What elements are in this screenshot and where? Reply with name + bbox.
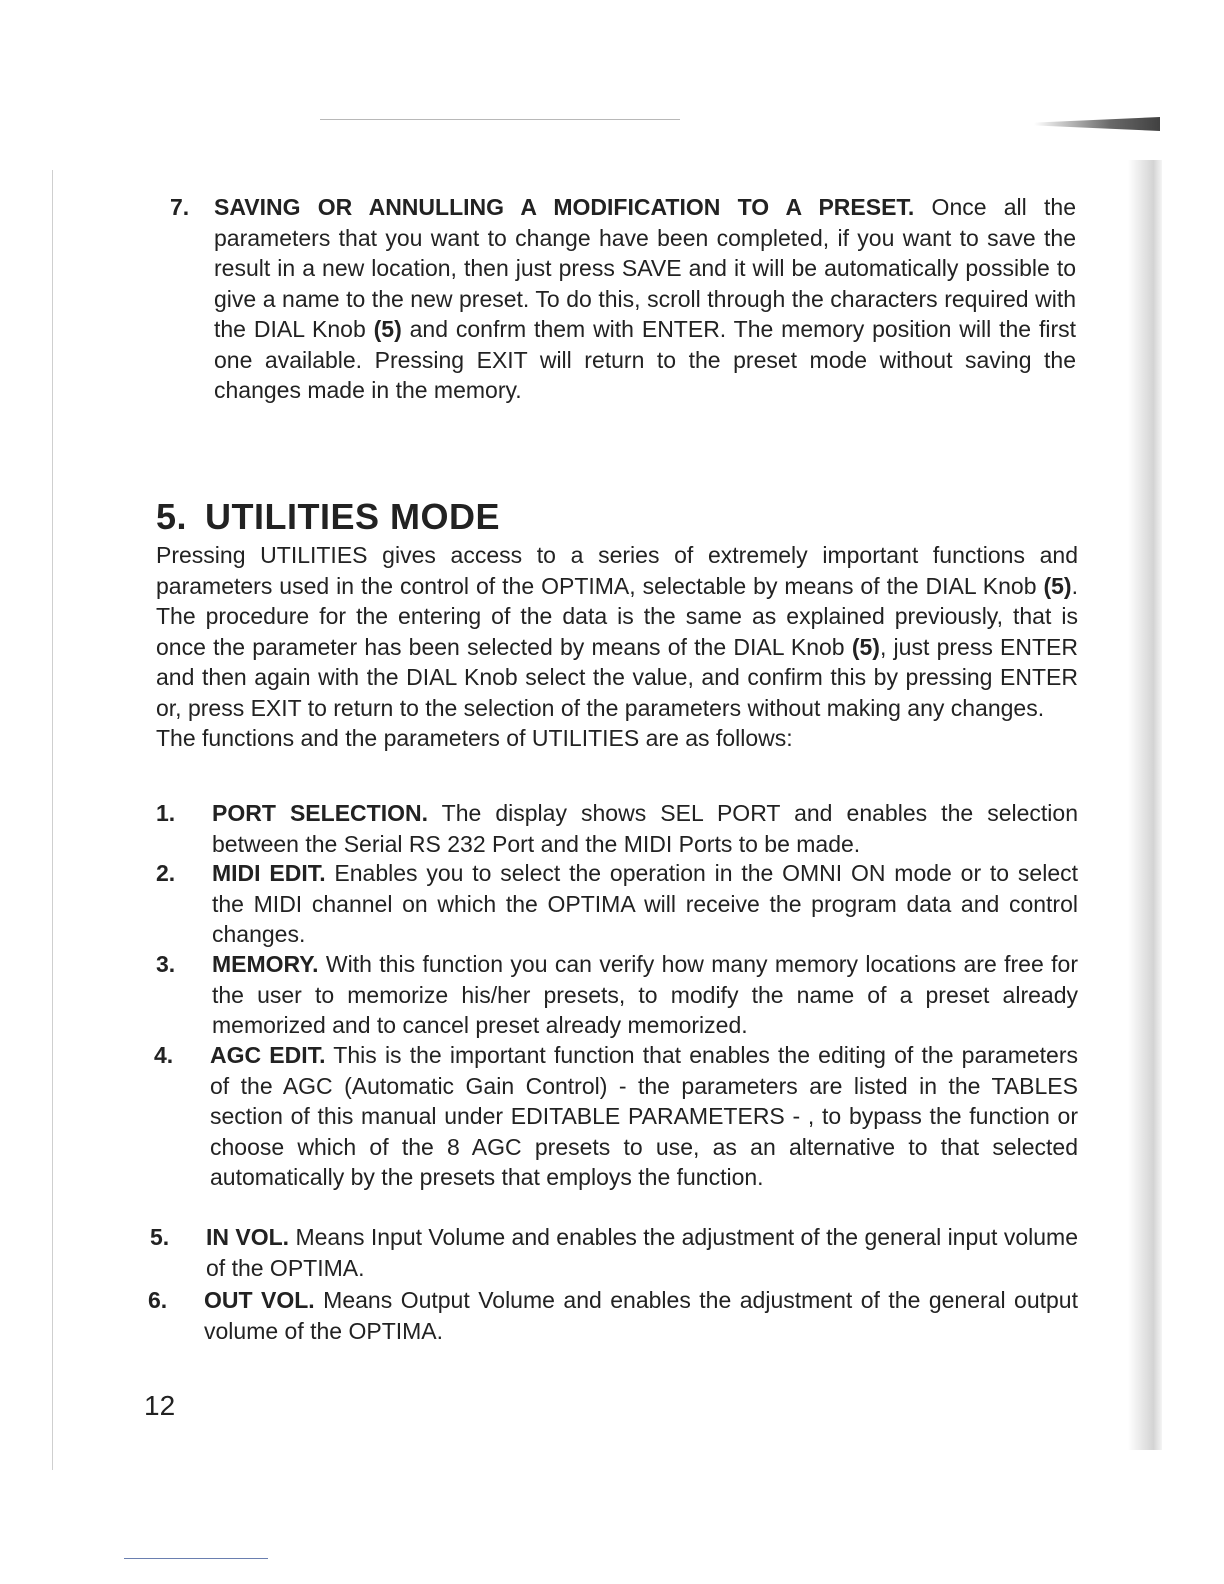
scan-artifact-top-line: [320, 119, 680, 120]
item-title: SAVING OR ANNULLING A MODIFICATION TO A PRESET.: [214, 194, 915, 220]
item-title: AGC EDIT.: [210, 1042, 326, 1068]
scan-artifact-corner: [1034, 117, 1160, 131]
item-body: [206, 1222, 1078, 1283]
knob-ref: (5): [373, 316, 402, 342]
item-number: 6.: [148, 1287, 168, 1313]
utilities-intro: [156, 540, 1078, 754]
preset-item-7: [170, 192, 1076, 406]
utility-item-4: [154, 1040, 1078, 1193]
item-number: 3.: [156, 951, 176, 977]
utility-item-2: [156, 858, 1078, 950]
section-number: 5.: [156, 496, 188, 537]
item-body: [210, 1040, 1078, 1193]
item-text: Once all the parameters that you want to change have been completed, if you want to save the result in a new location, then just press SAVE and it will be automatically possible to give a name to the new preset. To do this, scroll through the characters required with the DIAL Knob: [214, 194, 1076, 342]
item-text-cont: and confrm them with ENTER. The memory position will the first one available. Pressing EXIT will return to the preset mode without saving the changes made in the memory.: [214, 316, 1076, 403]
utility-item-5: [150, 1222, 1078, 1283]
item-number: 1.: [156, 800, 176, 826]
item-text: Means Input Volume and enables the adjustment of the general input volume of the OPTIMA.: [206, 1224, 1078, 1281]
item-number: 4.: [154, 1042, 174, 1068]
item-body: [212, 858, 1078, 950]
item-text: Enables you to select the operation in the OMNI ON mode or to select the MIDI channel on which the OPTIMA will receive the program data and control changes.: [212, 860, 1078, 947]
knob-ref: (5): [851, 633, 880, 660]
item-text: The display shows SEL PORT and enables the selection between the Serial RS 232 Port and the MIDI Ports to be made.: [212, 800, 1079, 857]
item-text: Means Output Volume and enables the adjustment of the general output volume of the OPTIMA.: [204, 1287, 1078, 1344]
item-title: MIDI EDIT.: [212, 860, 326, 886]
page-number: 12: [144, 1390, 176, 1421]
intro-follows: The functions and the parameters of UTILITIES are as follows:: [156, 725, 793, 751]
section-title: [156, 496, 500, 538]
item-title: OUT VOL.: [204, 1287, 315, 1313]
item-number: 2.: [156, 860, 176, 886]
item-text: With this function you can verify how many memory locations are free for the user to memorize his/her presets, to modify the name of a preset already memorized and to cancel preset already memorized.: [212, 951, 1078, 1038]
item-title: PORT SELECTION.: [212, 800, 428, 826]
item-body: [212, 949, 1078, 1041]
scan-artifact-spine-shadow: [1128, 160, 1162, 1450]
utility-item-1: [156, 798, 1078, 859]
item-body: [204, 1285, 1078, 1346]
intro-paragraph: [156, 540, 1078, 723]
intro-text-3: , just press ENTER and then again with the DIAL Knob select the value, and confirm this by pressing ENTER or, press EXIT to return to the selection of the parameters without making any changes.: [156, 633, 1078, 721]
scan-artifact-bottom-line: [124, 1558, 268, 1559]
item-body: [214, 192, 1076, 406]
item-body: [212, 798, 1078, 859]
knob-ref: (5): [1043, 572, 1072, 599]
item-text: This is the important function that enables the editing of the parameters of the AGC (Automatic Gain Control) - the parameters are listed in the TABLES section of this manual under EDITABLE PARAMETERS - , to bypass the function or choose which of the 8 AGC presets to use, as an alternative to that selected automatically by the presets that employs the function.: [210, 1042, 1078, 1190]
intro-text-2: . The procedure for the entering of the data is the same as explained previously, that is once the parameter has been selected by means of the DIAL Knob: [156, 572, 1078, 660]
scan-artifact-left-edge: [52, 170, 53, 1470]
intro-text-1: Pressing UTILITIES gives access to a series of extremely important functions and parameters used in the control of the OPTIMA, selectable by means of the DIAL Knob: [156, 542, 1078, 599]
utility-item-3: [156, 949, 1078, 1041]
utility-item-6: [148, 1285, 1078, 1346]
item-number: 7.: [170, 194, 190, 220]
item-number: 5.: [150, 1224, 170, 1250]
section-heading: UTILITIES MODE: [205, 496, 501, 537]
item-title: MEMORY.: [212, 951, 319, 977]
item-title: IN VOL.: [206, 1224, 290, 1250]
